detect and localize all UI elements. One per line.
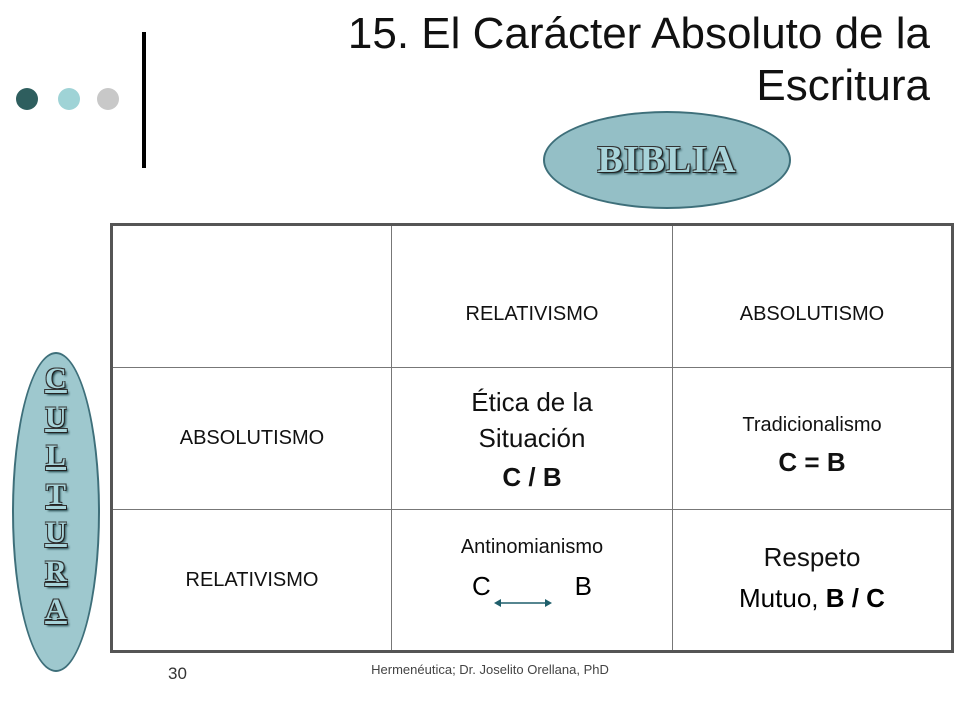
cell-formula-left: C <box>472 570 491 601</box>
comparison-table <box>110 223 954 653</box>
cell-formula: C / B <box>502 462 562 492</box>
footer-credit: Hermenéutica; Dr. Joselito Orellana, PhD <box>371 662 609 677</box>
title-divider <box>142 32 146 168</box>
header-label: ABSOLUTISMO <box>739 303 885 325</box>
slide-title <box>200 8 930 112</box>
page-number: 30 <box>168 664 187 683</box>
cultura-letter: U <box>45 400 67 434</box>
header-empty-cell <box>113 226 391 367</box>
cell-formula-right: B <box>574 570 592 601</box>
decorative-dot-light <box>58 88 80 110</box>
decorative-dot-gray <box>97 88 119 110</box>
cell-text: Ética de la <box>471 387 593 417</box>
header-cell-relativismo <box>392 226 672 367</box>
row-label-relativismo <box>113 510 391 650</box>
cultura-letter: R <box>45 554 67 588</box>
cell-text: Respeto <box>763 541 861 572</box>
row-label-absolutismo <box>113 368 391 509</box>
biblia-label: BIBLIA <box>597 139 737 181</box>
header-cell-absolutismo <box>673 226 951 367</box>
cell-formula <box>472 567 592 607</box>
cell-etica-situacion <box>392 368 672 509</box>
cultura-letter: L <box>45 439 66 472</box>
cultura-letter: U <box>45 516 67 549</box>
cell-text: Situación <box>478 423 586 453</box>
cell-formula: B / C <box>825 582 885 613</box>
cell-tradicionalismo <box>673 368 951 509</box>
cell-formula: C = B <box>778 446 846 477</box>
row-label: ABSOLUTISMO <box>179 427 325 449</box>
cell-respeto-mutuo <box>673 510 951 650</box>
cultura-letter: A <box>45 593 67 626</box>
slide-title-line1: 15. El Carácter Absoluto de la <box>347 9 930 58</box>
cell-text: Antinomianismo <box>460 535 604 558</box>
cell-text: Mutuo, <box>739 582 826 613</box>
header-label: RELATIVISMO <box>465 303 599 325</box>
slide-title-line2: Escritura <box>756 61 930 110</box>
cultura-letter: T <box>45 477 66 511</box>
cultura-label <box>12 360 100 630</box>
row-label: RELATIVISMO <box>185 568 319 591</box>
cultura-letter: C <box>45 362 67 395</box>
decorative-dot-dark <box>16 88 38 110</box>
double-arrow-icon <box>494 597 552 609</box>
cell-antinomianismo <box>392 510 672 650</box>
cell-text-line2 <box>739 583 885 614</box>
cell-text: Tradicionalismo <box>742 413 882 436</box>
